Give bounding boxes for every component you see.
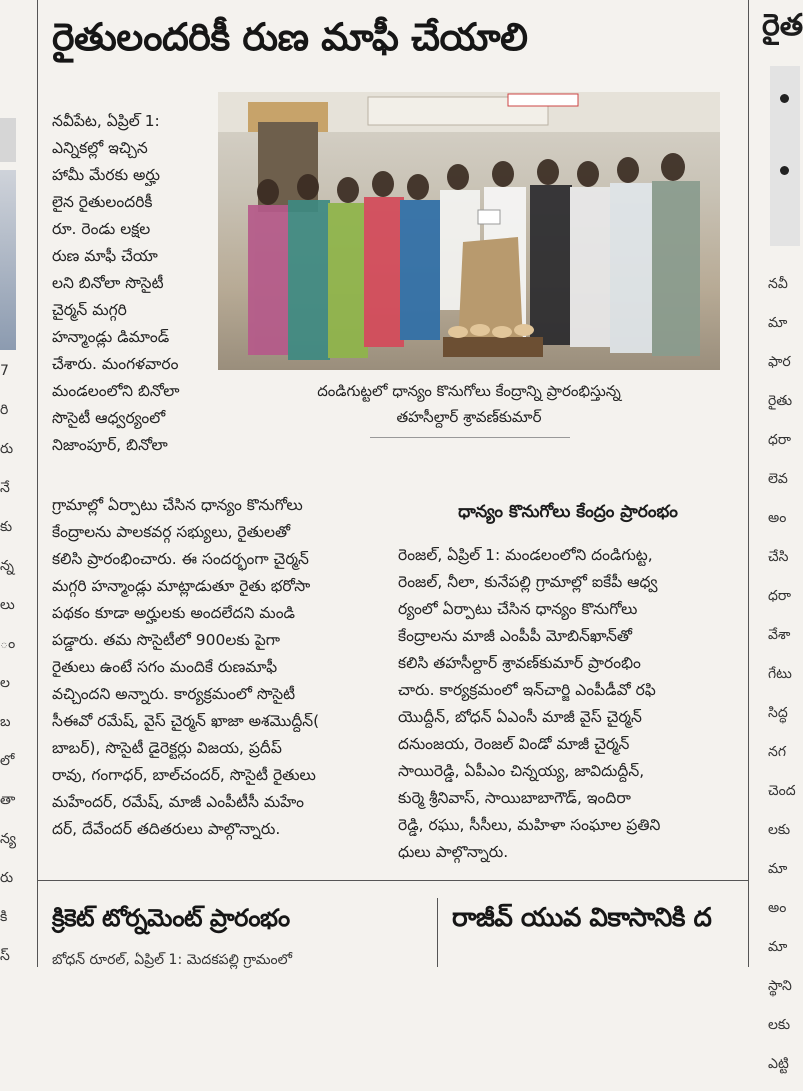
main-story-line: మగ్గరి హన్మాండ్లు మాట్లాడుతూ రైతు భరోసా [52,577,311,595]
second-story-body [398,542,738,870]
left-edge-fragment: తా [0,792,16,808]
main-headline: రైతులందరికీ రుణ మాఫీ చేయాలి [52,15,528,59]
second-story-line: రెంజల్, నీలా, కునేపల్లి గ్రామాల్లో ఐకేపీ ఆధ్వ [398,573,658,591]
main-story-line: మహేందర్, రమేష్, మాజీ ఎంపీటీసీ మహేం [52,793,304,811]
second-story-line: కలిసి తహసీల్దార్ శ్రావణ్‌కుమార్ ప్రారంభిం [398,654,641,672]
right-edge-fragment: లకు [768,822,791,838]
main-story-line: కలిసి ప్రారంభించారు. ఈ సందర్భంగా చైర్మన్ [52,550,309,568]
right-edge-fragment: మా [768,861,788,877]
second-story-line: కేంద్రాలను మాజీ ఎంపీపీ మోబిన్‌ఖాన్‌తో [398,627,633,645]
right-edge-fragment: రైతు [768,393,793,409]
photo-caption-line-1: దండిగుట్టలో ధాన్యం కొనుగోలు కేంద్రాన్ని ప్రారంభిస్తున్న [317,382,621,400]
main-story-line: కేంద్రాలను పాలకవర్గ సభ్యులు, రైతులతో [52,523,291,541]
photo-caption [218,378,720,430]
right-edge-fragment: లెవ [768,471,788,487]
main-story-line: నవీపేట, ఏప్రిల్ 1: [52,112,160,130]
main-story-line: పథకం కూడా అర్హులకు అందలేదని మండి [52,604,296,622]
main-story-line: సొసైటీ ఆధ్వర్యంలో [52,409,166,427]
news-photo [218,92,720,370]
main-story-line: రావు, గంగాధర్, బాల్‌చందర్, సొసైటీ రైతులు [52,766,316,784]
left-edge-fragment: న్య [0,831,17,847]
photo-caption-line-2: తహసీల్దార్ శ్రావణ్‌కుమార్ [396,408,542,426]
left-edge-fragment: న్న [0,558,14,574]
main-story-line: మండలంలోని బినోలా [52,382,180,400]
second-story-line: దనుంజయ, రెంజల్ విండో మాజీ చైర్మన్ [398,735,630,753]
right-edge-fragment: లకు [768,1017,791,1033]
left-edge-fragment: కు [0,519,13,535]
second-story-headline: ధాన్యం కొనుగోలు కేంద్రం ప్రారంభం [458,502,678,522]
right-edge-highlight-box [770,66,800,246]
bottom-section-rule [37,880,748,881]
second-story-line: చారు. కార్యక్రమంలో ఇన్‌చార్జి ఎంపీడీవో రఫి [398,681,656,699]
main-story-line: నిజాంపూర్, బినోలా [52,436,168,454]
right-edge-fragment: మా [768,939,788,955]
bullet-dot-2 [780,166,789,175]
right-edge-fragment: ధరా [768,588,792,604]
main-story-line: లని బినోలా సొసైటీ [52,274,164,292]
caption-underline [370,437,570,438]
main-story-wide-column [52,492,390,852]
left-edge-fragment: రి [0,402,9,418]
left-edge-column [0,0,34,967]
main-story-narrow-column [52,108,210,492]
right-edge-fragment: చేసి [768,549,789,565]
second-story-line: కుర్మె శ్రీనివాస్, సాయిబాబాగౌడ్, ఇందిరా [398,789,631,807]
right-edge-headline: రైత [762,8,803,43]
bottom-left-partial-line: బోధన్ రూరల్, ఏప్రిల్ 1: మెదకపల్లి గ్రామంలో [52,952,293,968]
second-story-line: సాయిరెడ్డి, ఏపీఎం చిన్నయ్య, జావిదుద్దీన్, [398,762,645,780]
right-edge-fragment: గేటు [768,666,792,682]
left-edge-fragment: స్ [0,948,10,964]
right-edge-fragment: అం [768,900,787,916]
right-edge-fragment: నగ [768,744,786,760]
left-edge-fragment: లో [0,753,15,769]
second-story-line: రెంజల్, ఏప్రిల్ 1: మండలంలోని దండిగుట్ట, [398,546,653,564]
left-edge-text [0,345,34,983]
left-edge-photo [0,170,16,350]
main-story-line: రైతులు ఉంటే సగం మందికే రుణమాఫీ [52,658,278,676]
bottom-right-headline: రాజీవ్ యువ వికాసానికి ద [452,903,712,933]
left-edge-fragment: కి [0,909,8,925]
main-story-line: వచ్చిందని అన్నారు. కార్యక్రమంలో సొసైటీ [52,685,296,703]
bottom-column-rule [437,898,438,967]
right-edge-fragment: మా [768,315,788,331]
left-edge-box [0,118,16,162]
second-story-line: యొద్దీన్, బోధన్ ఏఎంసీ మాజీ వైస్ చైర్మన్ [398,708,642,726]
main-story-line: గ్రామాల్లో ఏర్పాటు చేసిన ధాన్యం కొనుగోలు [52,496,303,514]
main-story-line: సీఈవో రమేష్, వైస్ చైర్మన్ ఖాజా అశమొద్దీన్( [52,712,320,730]
second-story-line: ర్యంలో ఏర్పాటు చేసిన ధాన్యం కొనుగోలు [398,600,638,618]
left-edge-fragment: నే [0,480,10,496]
column-rule-left [37,0,38,967]
main-story-line: పడ్డారు. తమ సొసైటీలో 900లకు పైగా [52,631,281,649]
main-story-line: హన్మాండ్లు డిమాండ్ [52,328,170,346]
left-edge-fragment: లు [0,597,15,613]
main-story-line: రుణ మాఫీ చేయా [52,247,158,265]
main-story-line: బాబర్), సొసైటీ డైరెక్టర్లు విజయ, ప్రదీప్ [52,739,282,757]
right-edge-fragment: వేశా [768,627,791,643]
main-story-line: హామీ మేరకు అర్హు [52,166,160,184]
right-edge-fragment: సిద్ధ [768,705,788,721]
main-story-line: లైన రైతులందరికీ [52,193,153,211]
bullet-dot-1 [780,94,789,103]
right-edge-fragment: ఫార [768,354,791,370]
column-rule-right [748,0,749,967]
right-edge-fragment: స్థాని [768,978,792,994]
main-story-line: ఎన్నికల్లో ఇచ్చిన [52,139,148,157]
left-edge-fragment: 7 [0,363,9,379]
right-edge-fragment: చెంద [768,783,796,799]
right-edge-fragment: ధరా [768,432,792,448]
left-edge-fragment: రు [0,870,14,886]
bottom-left-headline: క్రికెట్ టోర్నమెంట్ ప్రారంభం [52,904,290,932]
photo-illustration [218,92,720,370]
left-edge-fragment: బ [0,714,11,730]
right-edge-fragment: నవీ [768,276,788,292]
right-edge-fragment: ఎట్టి [768,1056,789,1072]
left-edge-fragment: రు [0,441,14,457]
left-edge-fragment: ం [0,636,16,652]
main-story-line: దర్, దేవేందర్ తదితరులు పాల్గొన్నారు. [52,820,281,838]
left-edge-fragment: ల [0,675,10,691]
second-story-line: రెడ్డి, రఘు, సీసీలు, మహిళా సంఘాల ప్రతిని [398,816,661,834]
main-story-line: రూ. రెండు లక్షల [52,220,151,238]
right-edge-text [768,258,800,1091]
second-story-line: ధులు పాల్గొన్నారు. [398,843,509,861]
main-story-line: చేశారు. మంగళవారం [52,355,179,373]
right-edge-column [756,0,803,1072]
right-edge-fragment: అం [768,510,787,526]
main-story-line: చైర్మన్ మగ్గరి [52,301,127,319]
